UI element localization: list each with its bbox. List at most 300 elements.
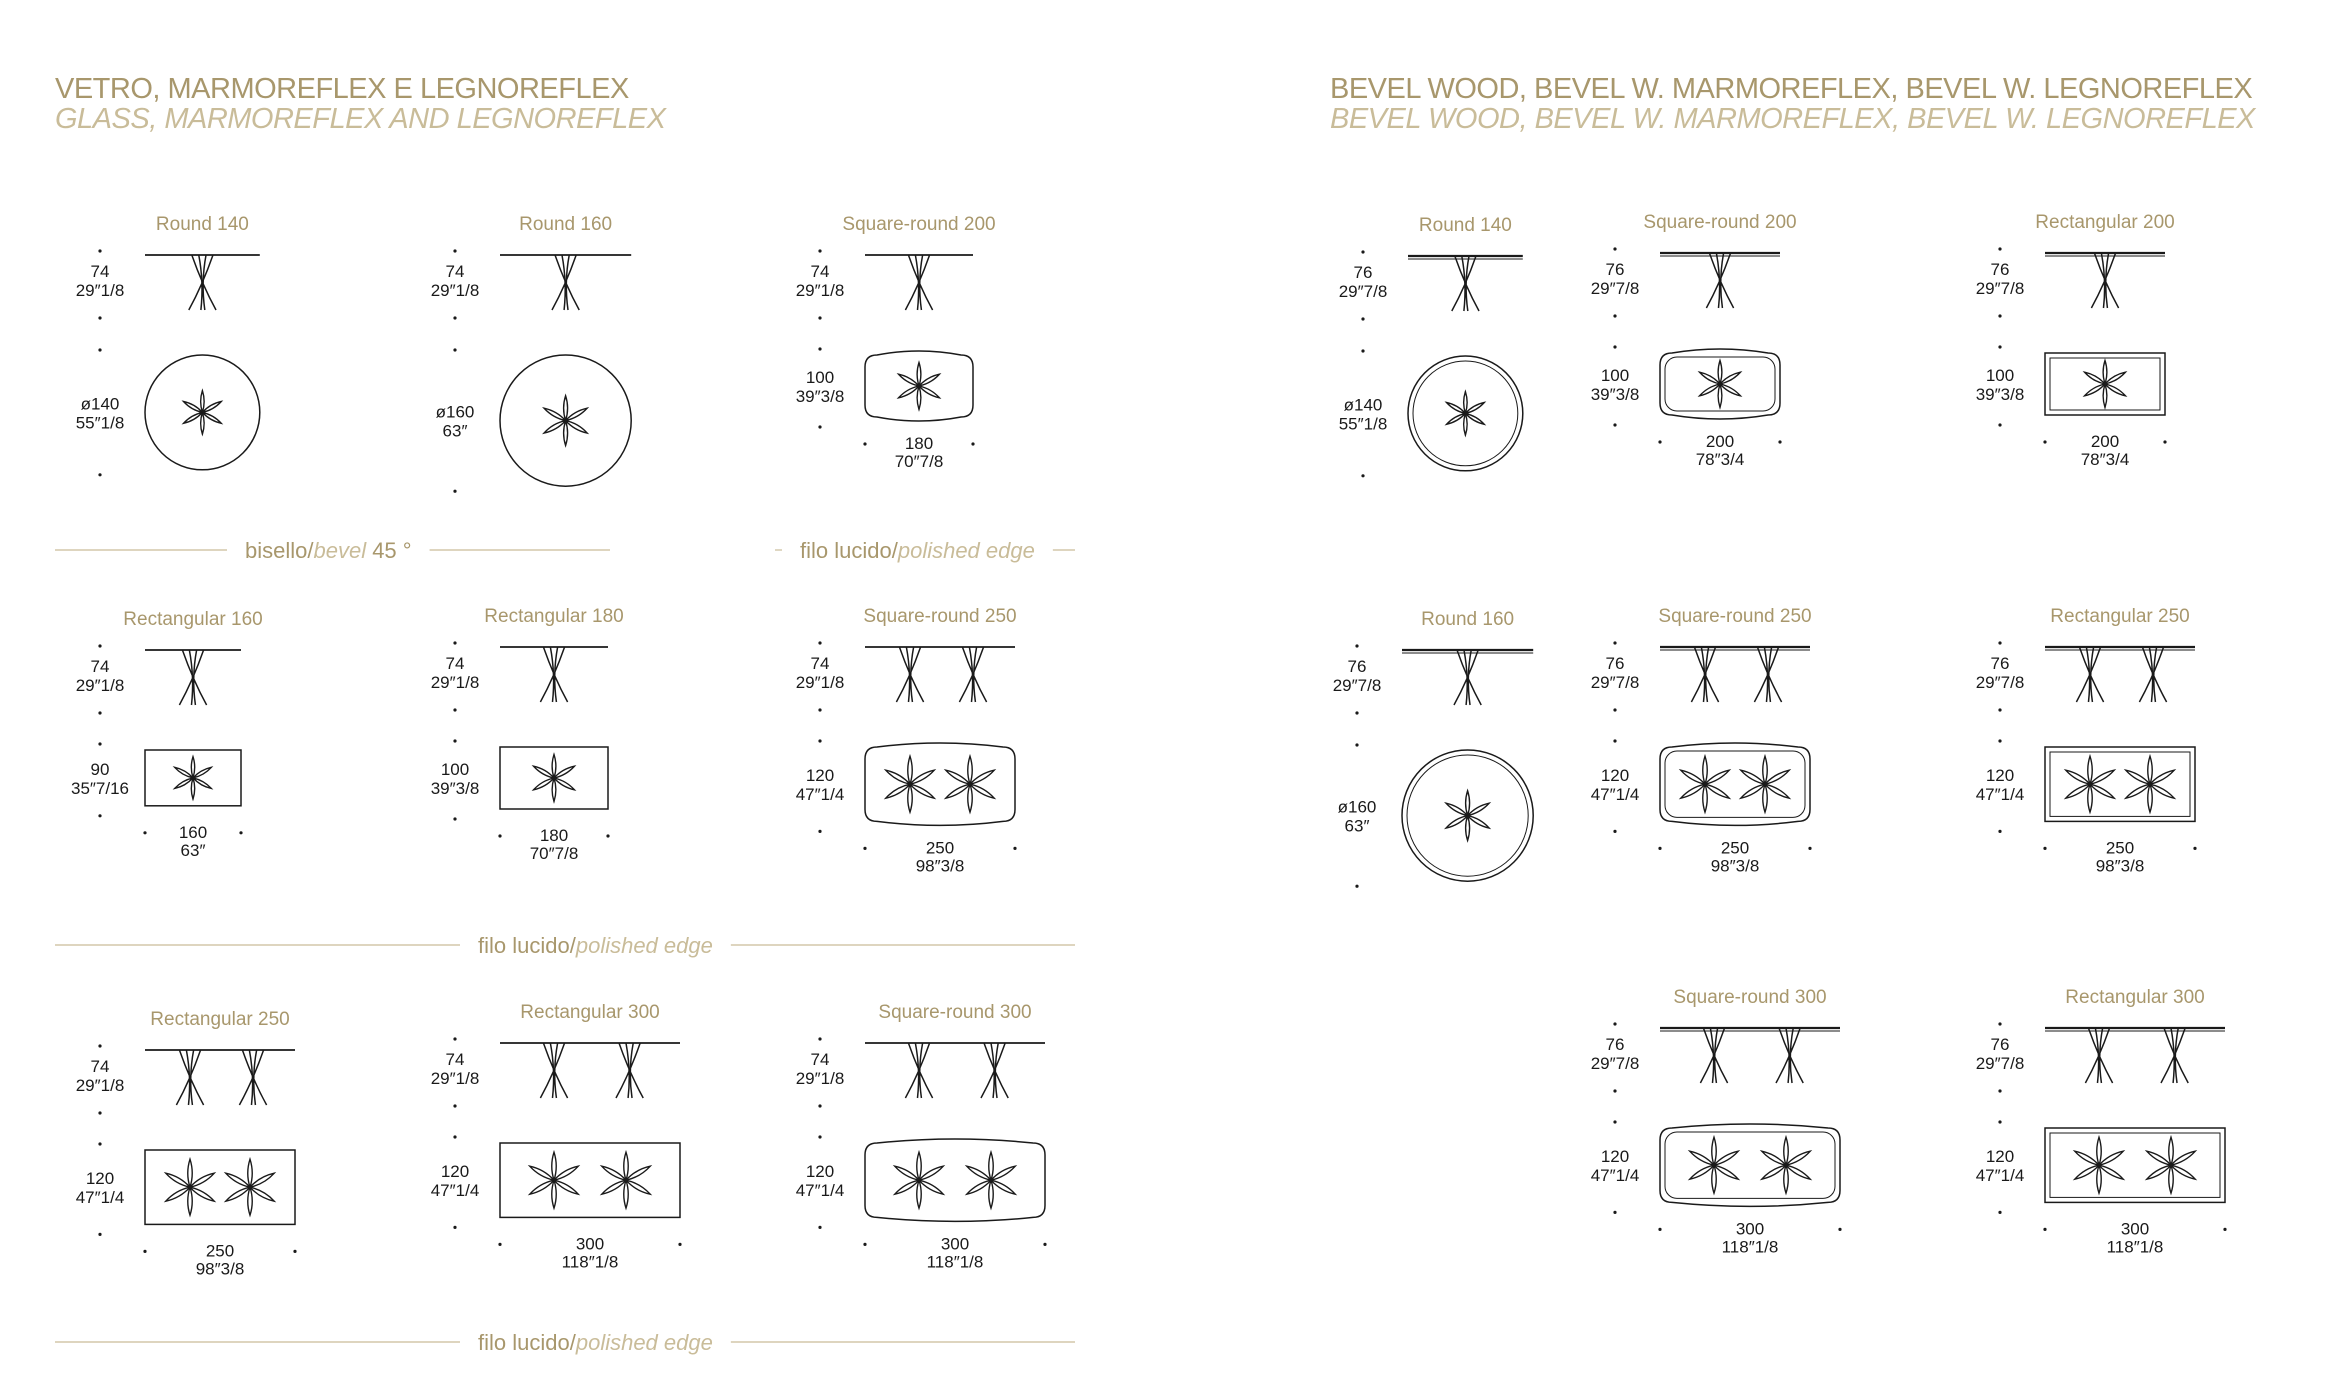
width-in-label: 98″3/8 [2095, 856, 2145, 876]
dimension-tick [1043, 1243, 1046, 1246]
right-section-title-en: BEVEL WOOD, BEVEL W. MARMOREFLEX, BEVEL W. LEGNOREFLEX [1330, 103, 2255, 136]
dimension-tick [818, 708, 821, 711]
leg-base-side-icon [1776, 1028, 1803, 1083]
depth-in-label: 47″1/4 [1975, 785, 2025, 805]
finish-label-it: filo lucido/ [478, 933, 576, 958]
dimension-tick [498, 834, 501, 837]
dimension-tick [1361, 349, 1364, 352]
leg-base-side-icon [1754, 647, 1781, 702]
leg-base-side-icon [905, 1043, 932, 1098]
dimension-tick [818, 830, 821, 833]
width-cm-label: 200 [2090, 432, 2120, 451]
height-cm-label: 74 [445, 654, 465, 673]
dimension-tick [1361, 317, 1364, 320]
dimension-tick [1355, 711, 1358, 714]
dimension-tick [1613, 345, 1616, 348]
bevel-edge-plan [2050, 1133, 2220, 1197]
height-in-label: 29″7/8 [1590, 1054, 1640, 1073]
dimension-tick [98, 814, 101, 817]
table-drawing-l-rect-180 [431, 606, 624, 863]
diameter-cm-label: ø140 [1343, 395, 1383, 415]
height-in-label: 29″7/8 [1975, 1054, 2025, 1073]
dimension-tick [863, 1243, 866, 1246]
depth-cm-label: 90 [90, 759, 110, 779]
dimension-tick [143, 1250, 146, 1253]
width-in-label: 98″3/8 [1710, 856, 1760, 876]
table-top-plan [1660, 1124, 1840, 1206]
leg-base-side-icon [1706, 253, 1733, 308]
dimension-tick [98, 249, 101, 252]
dimension-tick [98, 348, 101, 351]
dimension-tick [1998, 739, 2001, 742]
dimension-tick [1361, 474, 1364, 477]
bevel-edge-plan [1665, 1132, 1835, 1198]
dimension-tick [453, 348, 456, 351]
height-cm-label: 76 [1990, 1035, 2010, 1054]
dimension-tick [239, 831, 242, 834]
dimension-tick [818, 1226, 821, 1229]
dimension-tick [98, 1233, 101, 1236]
finish-label-suffix: 45 ° [366, 538, 412, 563]
table-drawing-l-round-140 [76, 214, 260, 476]
leg-base-side-icon [1452, 256, 1479, 311]
dimension-tick [1613, 423, 1616, 426]
table-top-plan [865, 1139, 1045, 1221]
table-drawing-r-rect-250 [1976, 606, 2197, 875]
star-leg-base-icon [1700, 360, 1741, 407]
table-name-label: Rectangular 180 [484, 606, 624, 627]
width-in-label: 98″3/8 [915, 856, 965, 876]
dimension-tick [678, 1243, 681, 1246]
dimension-tick [1355, 644, 1358, 647]
star-leg-base-icon [1447, 392, 1485, 436]
star-leg-base-icon [2075, 1137, 2123, 1193]
dimension-tick [98, 316, 101, 319]
depth-cm-label: 120 [1985, 1147, 2015, 1167]
depth-cm-label: 120 [1985, 766, 2015, 786]
dimension-tick [453, 641, 456, 644]
height-in-label: 29″1/8 [430, 281, 480, 300]
dimension-tick [818, 641, 821, 644]
dimension-tick [1613, 1089, 1616, 1092]
dimension-tick [1998, 314, 2001, 317]
depth-in-label: 47″1/4 [795, 785, 845, 805]
dimension-tick [453, 490, 456, 493]
height-in-label: 29″7/8 [1975, 673, 2025, 692]
leg-base-side-icon [176, 1050, 203, 1105]
dimension-tick [453, 1135, 456, 1138]
dimension-tick [1613, 1120, 1616, 1123]
right-section-title-it: BEVEL WOOD, BEVEL W. MARMOREFLEX, BEVEL W. LEGNOREFLEX [1330, 73, 2253, 105]
table-drawing-r-rect-200 [1976, 212, 2175, 469]
dimension-tick [1613, 708, 1616, 711]
depth-cm-label: 120 [805, 766, 835, 786]
height-cm-label: 74 [90, 262, 110, 281]
width-cm-label: 250 [205, 1241, 235, 1261]
finish-separator-sep-row1-bevel [55, 538, 610, 563]
star-leg-base-icon [886, 756, 934, 812]
leg-base-side-icon [1691, 647, 1718, 702]
leg-base-side-icon [2091, 253, 2118, 308]
height-cm-label: 76 [1605, 654, 1625, 673]
star-leg-base-icon [899, 362, 940, 409]
table-drawing-r-sqr-200 [1591, 212, 1797, 469]
table-name-label: Round 140 [1418, 215, 1512, 236]
leg-base-side-icon [1454, 650, 1481, 705]
leg-base-side-icon [552, 255, 579, 310]
table-drawing-r-rect-300 [1976, 987, 2227, 1256]
dimension-tick [863, 847, 866, 850]
table-drawing-l-sqr-300 [796, 1002, 1047, 1271]
height-cm-label: 76 [1605, 1035, 1625, 1054]
dimension-tick [453, 1037, 456, 1040]
dimension-tick [2043, 440, 2046, 443]
dimension-tick [498, 1243, 501, 1246]
dimension-tick [1998, 1089, 2001, 1092]
table-name-label: Square-round 300 [878, 1002, 1032, 1023]
leg-base-side-icon [540, 1043, 567, 1098]
dimension-tick [1998, 708, 2001, 711]
finish-label-en: bevel [313, 538, 367, 563]
leg-base-side-icon [2161, 1028, 2188, 1083]
star-leg-base-icon [175, 757, 212, 799]
dimension-tick [98, 1142, 101, 1145]
depth-in-label: 39″3/8 [795, 387, 845, 406]
height-in-label: 29″1/8 [75, 281, 125, 300]
height-in-label: 29″1/8 [795, 281, 845, 300]
dimension-tick [1613, 641, 1616, 644]
diameter-in-label: 63″ [442, 421, 468, 441]
height-in-label: 29″1/8 [75, 676, 125, 695]
star-leg-base-icon [1446, 791, 1489, 841]
width-in-label: 118″1/8 [926, 1252, 984, 1272]
table-top-plan [500, 1143, 680, 1217]
star-leg-base-icon [967, 1152, 1015, 1208]
finish-separator-sep-row1-polished [775, 538, 1075, 563]
dimension-tick [818, 249, 821, 252]
dimension-tick [818, 739, 821, 742]
diameter-cm-label: ø140 [80, 394, 120, 414]
dimension-tick [2223, 1228, 2226, 1231]
dimension-tick [98, 1111, 101, 1114]
dimension-tick [2193, 847, 2196, 850]
width-in-label: 78″3/4 [2080, 450, 2130, 469]
height-in-label: 29″1/8 [430, 673, 480, 692]
dimension-tick [818, 425, 821, 428]
table-name-label: Round 160 [519, 214, 613, 235]
finish-label-it: filo lucido/ [478, 1330, 576, 1355]
width-in-label: 98″3/8 [195, 1259, 245, 1279]
height-in-label: 29″7/8 [1332, 676, 1382, 695]
depth-in-label: 47″1/4 [1590, 1166, 1640, 1186]
width-in-label: 118″1/8 [1721, 1237, 1779, 1257]
dimension-tick [818, 1135, 821, 1138]
star-leg-base-icon [895, 1152, 943, 1208]
dimension-tick [1998, 423, 2001, 426]
dimension-tick [1998, 1022, 2001, 1025]
diameter-in-label: 55″1/8 [1338, 414, 1388, 434]
dimension-tick [818, 1037, 821, 1040]
table-name-label: Square-round 200 [1643, 212, 1797, 233]
leg-base-side-icon [981, 1043, 1008, 1098]
width-cm-label: 250 [925, 838, 955, 858]
table-top-plan [2045, 1128, 2225, 1202]
width-in-label: 118″1/8 [2106, 1237, 2164, 1257]
leg-base-side-icon [179, 650, 206, 705]
depth-cm-label: 100 [1985, 366, 2015, 385]
height-cm-label: 74 [810, 262, 830, 281]
dimension-tick [818, 347, 821, 350]
dimension-tick [1013, 847, 1016, 850]
depth-cm-label: 120 [440, 1162, 470, 1182]
depth-in-label: 47″1/4 [795, 1181, 845, 1201]
height-cm-label: 76 [1353, 263, 1373, 282]
dimension-tick [453, 316, 456, 319]
star-leg-base-icon [2147, 1137, 2195, 1193]
star-leg-base-icon [184, 391, 222, 435]
finish-label [478, 933, 713, 958]
dimension-tick [293, 1250, 296, 1253]
diameter-in-label: 63″ [1344, 816, 1370, 836]
depth-cm-label: 100 [805, 368, 835, 387]
finish-label-en: polished edge [575, 933, 713, 958]
dimension-tick [98, 742, 101, 745]
depth-in-label: 47″1/4 [1590, 785, 1640, 805]
dimension-tick [2163, 440, 2166, 443]
leg-base-side-icon [189, 255, 216, 310]
finish-separator-sep-row3 [55, 1330, 1075, 1355]
table-name-label: Round 140 [155, 214, 249, 235]
height-in-label: 29″7/8 [1590, 279, 1640, 298]
star-leg-base-icon [2126, 756, 2174, 812]
table-drawing-l-sqr-250 [796, 606, 1017, 875]
finish-label [800, 538, 1035, 563]
leg-base-side-icon [540, 647, 567, 702]
height-cm-label: 76 [1605, 260, 1625, 279]
height-cm-label: 74 [445, 262, 465, 281]
dimension-tick [1658, 847, 1661, 850]
depth-in-label: 35″7/16 [70, 778, 130, 798]
dimension-tick [606, 834, 609, 837]
depth-cm-label: 120 [85, 1169, 115, 1189]
height-cm-label: 74 [90, 1057, 110, 1076]
finish-label-en: polished edge [897, 538, 1035, 563]
star-leg-base-icon [2066, 756, 2114, 812]
table-drawing-l-rect-250 [76, 1009, 297, 1278]
dimension-tick [1613, 247, 1616, 250]
star-leg-base-icon [1741, 756, 1789, 812]
width-in-label: 63″ [180, 840, 206, 860]
dimension-tick [453, 708, 456, 711]
dimension-tick [1658, 440, 1661, 443]
depth-cm-label: 120 [805, 1162, 835, 1182]
diameter-in-label: 55″1/8 [75, 413, 125, 433]
width-in-label: 70″7/8 [894, 452, 944, 471]
leg-base-side-icon [1700, 1028, 1727, 1083]
height-cm-label: 74 [810, 654, 830, 673]
star-leg-base-icon [534, 754, 575, 801]
leg-base-side-icon [239, 1050, 266, 1105]
dimension-tick [453, 817, 456, 820]
table-drawing-l-rect-300 [431, 1002, 682, 1271]
dimension-tick [1613, 739, 1616, 742]
star-leg-base-icon [166, 1159, 214, 1215]
dimension-tick [1998, 1211, 2001, 1214]
height-in-label: 29″1/8 [75, 1076, 125, 1095]
dimension-tick [98, 644, 101, 647]
depth-in-label: 47″1/4 [75, 1188, 125, 1208]
dimension-tick [1808, 847, 1811, 850]
depth-cm-label: 100 [1600, 366, 1630, 385]
table-drawing-l-sqr-200 [796, 214, 996, 471]
dimension-tick [1613, 830, 1616, 833]
dimension-tick [453, 249, 456, 252]
dimension-tick [98, 473, 101, 476]
width-cm-label: 180 [539, 826, 569, 845]
table-top-plan [865, 743, 1015, 825]
dimension-tick [98, 1044, 101, 1047]
height-cm-label: 74 [445, 1050, 465, 1069]
table-drawing-r-round-160 [1333, 609, 1533, 888]
height-in-label: 29″7/8 [1975, 279, 2025, 298]
star-leg-base-icon [1762, 1137, 1810, 1193]
height-in-label: 29″1/8 [430, 1069, 480, 1088]
finish-label [245, 538, 412, 563]
dimension-tick [1658, 1228, 1661, 1231]
star-leg-base-icon [1690, 1137, 1738, 1193]
bevel-edge-plan [2050, 752, 2190, 816]
height-in-label: 29″1/8 [795, 673, 845, 692]
leg-base-side-icon [896, 647, 923, 702]
table-drawing-r-sqr-300 [1591, 987, 1842, 1256]
table-drawing-r-sqr-250 [1591, 606, 1812, 875]
finish-label-it: bisello/ [245, 538, 314, 563]
dimension-tick [453, 1226, 456, 1229]
dimension-tick [1355, 885, 1358, 888]
dimension-tick [1355, 743, 1358, 746]
leg-base-side-icon [616, 1043, 643, 1098]
height-cm-label: 76 [1990, 260, 2010, 279]
depth-cm-label: 120 [1600, 766, 1630, 786]
height-cm-label: 74 [90, 657, 110, 676]
leg-base-side-icon [2085, 1028, 2112, 1083]
width-cm-label: 300 [1735, 1219, 1765, 1239]
dimension-tick [143, 831, 146, 834]
depth-cm-label: 100 [440, 760, 470, 779]
table-name-label: Rectangular 250 [2050, 606, 2190, 627]
table-name-label: Rectangular 300 [520, 1002, 660, 1023]
table-name-label: Rectangular 300 [2065, 987, 2205, 1008]
height-in-label: 29″7/8 [1590, 673, 1640, 692]
table-name-label: Rectangular 160 [123, 609, 263, 630]
width-in-label: 78″3/4 [1695, 450, 1745, 469]
dimension-tick [2043, 847, 2046, 850]
finish-label-en: polished edge [575, 1330, 713, 1355]
depth-in-label: 47″1/4 [430, 1181, 480, 1201]
leg-base-side-icon [959, 647, 986, 702]
height-in-label: 29″1/8 [795, 1069, 845, 1088]
diameter-cm-label: ø160 [1337, 797, 1377, 817]
height-cm-label: 76 [1347, 657, 1367, 676]
leg-base-side-icon [2076, 647, 2103, 702]
table-name-label: Square-round 250 [863, 606, 1017, 627]
star-leg-base-icon [530, 1152, 578, 1208]
dimension-tick [1998, 641, 2001, 644]
width-cm-label: 200 [1705, 432, 1735, 451]
depth-in-label: 39″3/8 [430, 779, 480, 798]
width-cm-label: 300 [575, 1234, 605, 1254]
width-cm-label: 180 [904, 434, 934, 453]
star-leg-base-icon [2085, 360, 2126, 407]
width-in-label: 70″7/8 [529, 844, 579, 863]
table-top-plan [145, 1150, 295, 1224]
dimension-tick [1613, 314, 1616, 317]
dimension-tick [1998, 247, 2001, 250]
dimension-tick [818, 1104, 821, 1107]
table-name-label: Rectangular 200 [2035, 212, 2175, 233]
leg-base-side-icon [905, 255, 932, 310]
dimension-tick [1613, 1211, 1616, 1214]
height-in-label: 29″7/8 [1338, 282, 1388, 301]
dimension-tick [1778, 440, 1781, 443]
table-drawing-r-round-140 [1339, 215, 1523, 477]
star-leg-base-icon [602, 1152, 650, 1208]
leg-base-side-icon [2139, 647, 2166, 702]
dimension-tick [818, 316, 821, 319]
depth-in-label: 47″1/4 [1975, 1166, 2025, 1186]
table-drawing-l-round-160 [431, 214, 631, 493]
width-cm-label: 160 [178, 822, 208, 842]
dimension-tick [863, 442, 866, 445]
depth-cm-label: 120 [1600, 1147, 1630, 1167]
star-leg-base-icon [946, 756, 994, 812]
depth-in-label: 39″3/8 [1975, 385, 2025, 404]
bevel-edge-plan [1665, 751, 1805, 817]
table-name-label: Square-round 250 [1658, 606, 1812, 627]
dimension-tick [1361, 250, 1364, 253]
table-name-label: Square-round 300 [1673, 987, 1827, 1008]
finish-label-it: filo lucido/ [800, 538, 898, 563]
table-name-label: Square-round 200 [842, 214, 996, 235]
star-leg-base-icon [544, 396, 587, 446]
table-top-plan [2045, 747, 2195, 821]
dimension-tick [1998, 345, 2001, 348]
dimension-tick [2043, 1228, 2046, 1231]
width-cm-label: 250 [1720, 838, 1750, 858]
width-cm-label: 300 [940, 1234, 970, 1254]
finish-separator-sep-row2 [55, 933, 1075, 958]
table-name-label: Rectangular 250 [150, 1009, 290, 1030]
diameter-cm-label: ø160 [435, 402, 475, 422]
width-cm-label: 300 [2120, 1219, 2150, 1239]
width-in-label: 118″1/8 [561, 1252, 619, 1272]
star-leg-base-icon [226, 1159, 274, 1215]
table-drawing-l-rect-160 [71, 609, 263, 860]
table-top-plan [1660, 743, 1810, 825]
dimension-tick [453, 1104, 456, 1107]
depth-in-label: 39″3/8 [1590, 385, 1640, 404]
star-leg-base-icon [1681, 756, 1729, 812]
height-cm-label: 76 [1990, 654, 2010, 673]
finish-label [478, 1330, 713, 1355]
dimension-tick [1613, 1022, 1616, 1025]
left-section-title-en: GLASS, MARMOREFLEX AND LEGNOREFLEX [55, 103, 666, 136]
dimension-tick [971, 442, 974, 445]
dimension-tick [1998, 1120, 2001, 1123]
dimension-tick [453, 739, 456, 742]
dimension-tick [1838, 1228, 1841, 1231]
left-section-title-it: VETRO, MARMOREFLEX E LEGNOREFLEX [55, 73, 629, 105]
